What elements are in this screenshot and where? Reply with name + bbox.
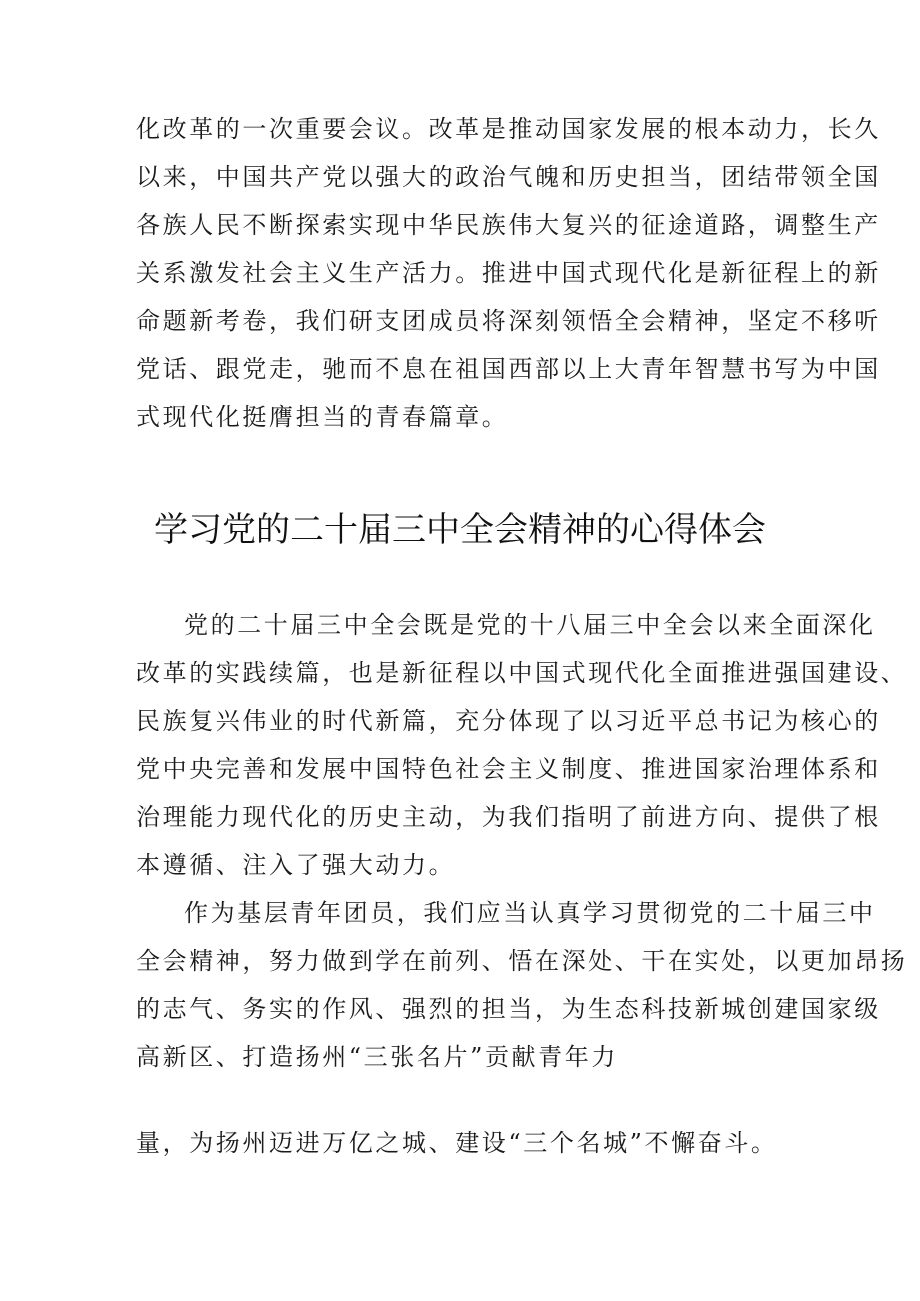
article-title: 学习党的二十届三中全会精神的心得体会 — [154, 510, 766, 550]
text-line: 化改革的一次重要会议。改革是推动国家发展的根本动力，长久 — [136, 115, 881, 143]
text-line: 治理能力现代化的历史主动，为我们指明了前进方向、提供了根 — [136, 803, 881, 831]
text-line: 党话、跟党走，驰而不息在祖国西部以上大青年智慧书写为中国 — [136, 355, 881, 383]
text-line: 的志气、务实的作风、强烈的担当，为生态科技新城创建国家级 — [136, 995, 881, 1023]
text-line: 作为基层青年团员，我们应当认真学习贯彻党的二十届三中 — [184, 899, 876, 927]
text-line: 量，为扬州迈进万亿之城、建设“三个名城”不懈奋斗。 — [136, 1129, 778, 1157]
text-line: 以来，中国共产党以强大的政治气魄和历史担当，团结带领全国 — [136, 163, 881, 191]
text-line: 关系激发社会主义生产活力。推进中国式现代化是新征程上的新 — [136, 259, 881, 287]
text-line: 本遵循、注入了强大动力。 — [136, 851, 456, 879]
text-line: 改革的实践续篇，也是新征程以中国式现代化全面推进强国建设、 — [136, 659, 908, 687]
text-line: 式现代化挺膺担当的青春篇章。 — [136, 403, 509, 431]
text-line: 全会精神，努力做到学在前列、悟在深处、干在实处，以更加昂扬 — [136, 947, 908, 975]
text-line: 民族复兴伟业的时代新篇，充分体现了以习近平总书记为核心的 — [136, 707, 881, 735]
text-line: 命题新考卷，我们研支团成员将深刻领悟全会精神，坚定不移听 — [136, 307, 881, 335]
text-line: 党的二十届三中全会既是党的十八届三中全会以来全面深化 — [184, 611, 876, 639]
text-line: 高新区、打造扬州“三张名片”贡献青年力 — [136, 1043, 618, 1071]
text-line: 党中央完善和发展中国特色社会主义制度、推进国家治理体系和 — [136, 755, 881, 783]
text-line: 各族人民不断探索实现中华民族伟大复兴的征途道路，调整生产 — [136, 211, 881, 239]
